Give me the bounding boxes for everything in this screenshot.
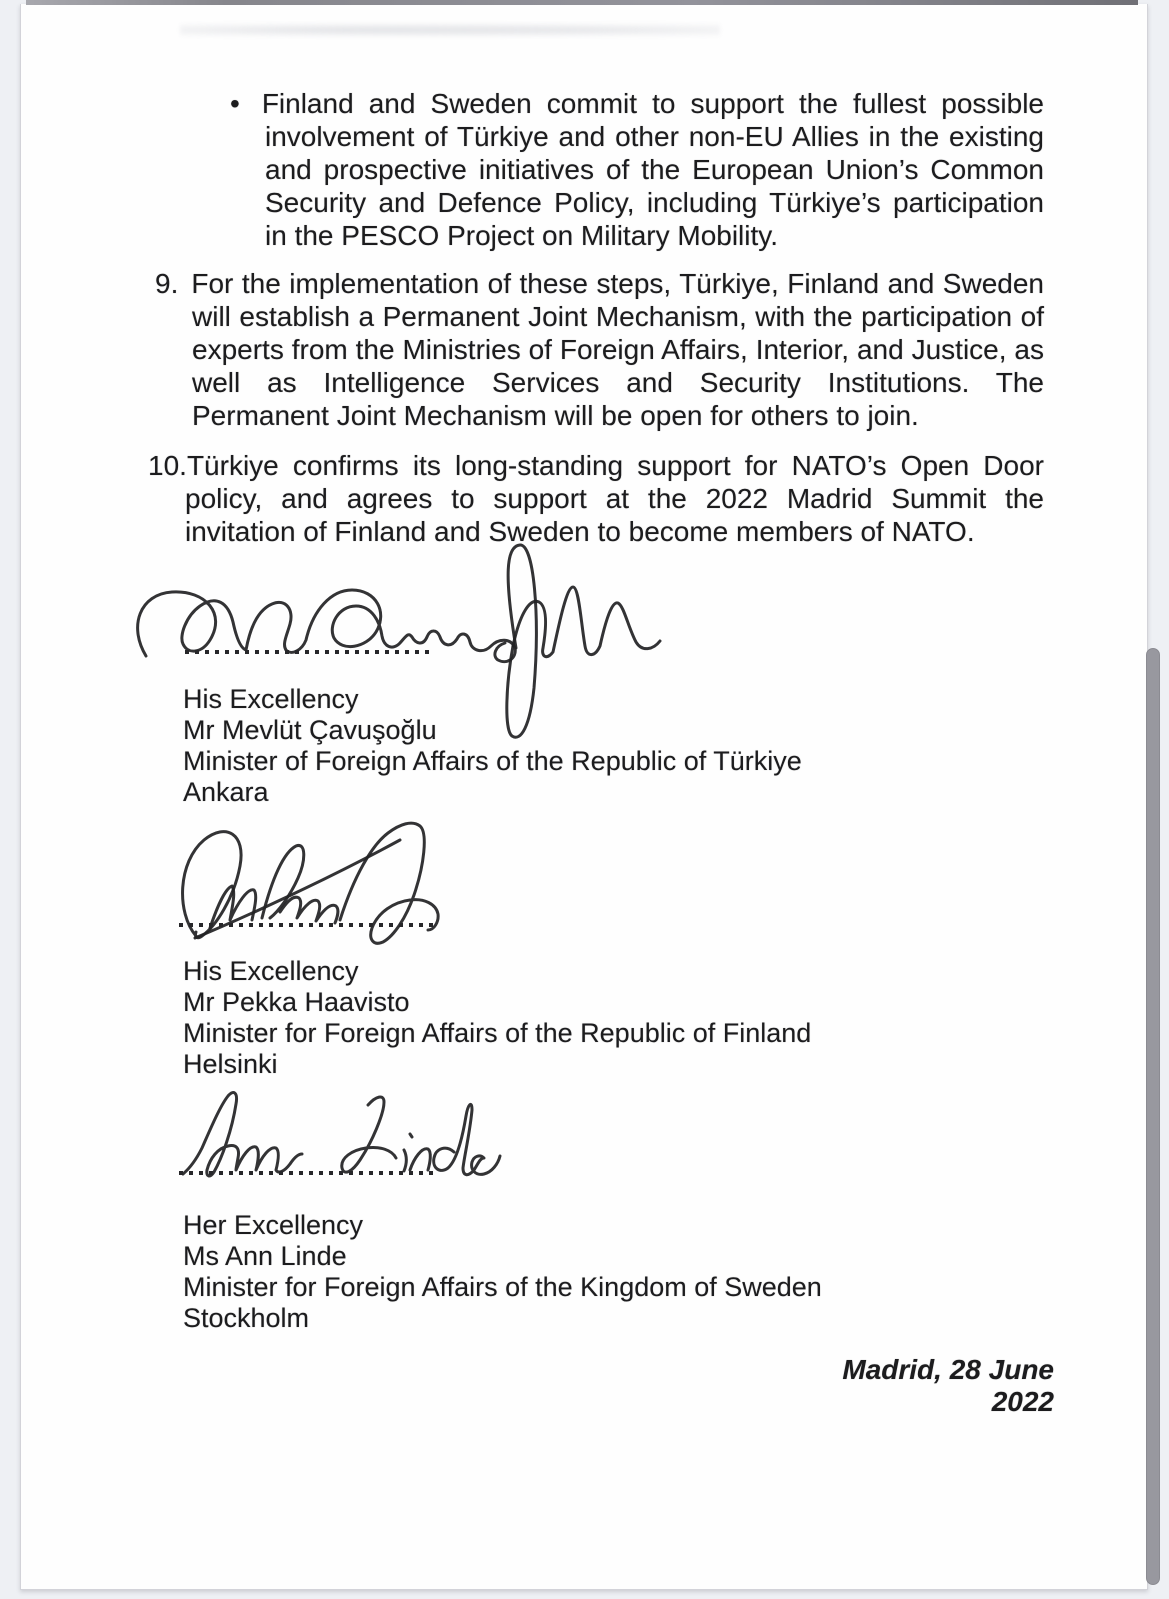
signatory-title: Minister of Foreign Affairs of the Republic of Türkiye <box>183 746 802 776</box>
signatory-city: Ankara <box>183 777 269 807</box>
signatory-name: Mr Pekka Haavisto <box>183 987 410 1017</box>
signatory-name: Ms Ann Linde <box>183 1241 347 1271</box>
signatory-title: Minister for Foreign Affairs of the Republic of Finland <box>183 1018 812 1048</box>
signatory-block-sweden <box>183 1210 822 1334</box>
item-9-number: 9. <box>155 268 179 299</box>
signatory-block-finland <box>183 956 811 1080</box>
item-10-number: 10. <box>148 450 187 481</box>
item-9-text: For the implementation of these steps, Türkiye, Finland and Sweden will establish a Permanent Joint Mechanism, with the participation of experts from the Ministries of Foreign Affairs, Interior, and Justice, as well as Intelligence Services and Security Institutions. The Permanent Joint Mechanism will be open for others to join. <box>191 268 1044 431</box>
signature-dotted-line-1 <box>185 650 435 654</box>
signatory-city: Helsinki <box>183 1049 278 1079</box>
scrollbar-thumb[interactable] <box>1146 648 1160 1585</box>
signatory-name: Mr Mevlüt Çavuşoğlu <box>183 715 437 745</box>
scan-top-edge <box>26 0 1138 5</box>
scan-smudge <box>180 22 720 38</box>
signature-dotted-line-3 <box>179 1171 433 1175</box>
item-10-text: Türkiye confirms its long-standing support for NATO’s Open Door policy, and agrees to support at the 2022 Madrid Summit the invitation of Finland and Sweden to become members of NATO. <box>185 450 1044 547</box>
signature-dotted-line-2 <box>179 923 435 927</box>
signatory-city: Stockholm <box>183 1303 310 1333</box>
signatory-block-turkiye <box>183 684 802 808</box>
numbered-item-9 <box>155 267 1044 432</box>
bullet-marker: • <box>230 88 240 119</box>
bullet-paragraph <box>230 87 1044 252</box>
signatory-honorific: His Excellency <box>183 956 359 986</box>
bullet-paragraph-text: Finland and Sweden commit to support the fullest possible involvement of Türkiye and other non-EU Allies in the existing and prospective initiatives of the European Union’s Common Security and Defence Policy, including Türkiye’s participation in the PESCO Project on Military Mobility. <box>261 88 1044 251</box>
signatory-title: Minister for Foreign Affairs of the Kingdom of Sweden <box>183 1272 822 1302</box>
signatory-honorific: His Excellency <box>183 684 359 714</box>
place-and-date-line: Madrid, 28 June 2022 <box>842 1354 1054 1417</box>
haavisto-signature <box>170 810 460 965</box>
signatory-honorific: Her Excellency <box>183 1210 364 1240</box>
